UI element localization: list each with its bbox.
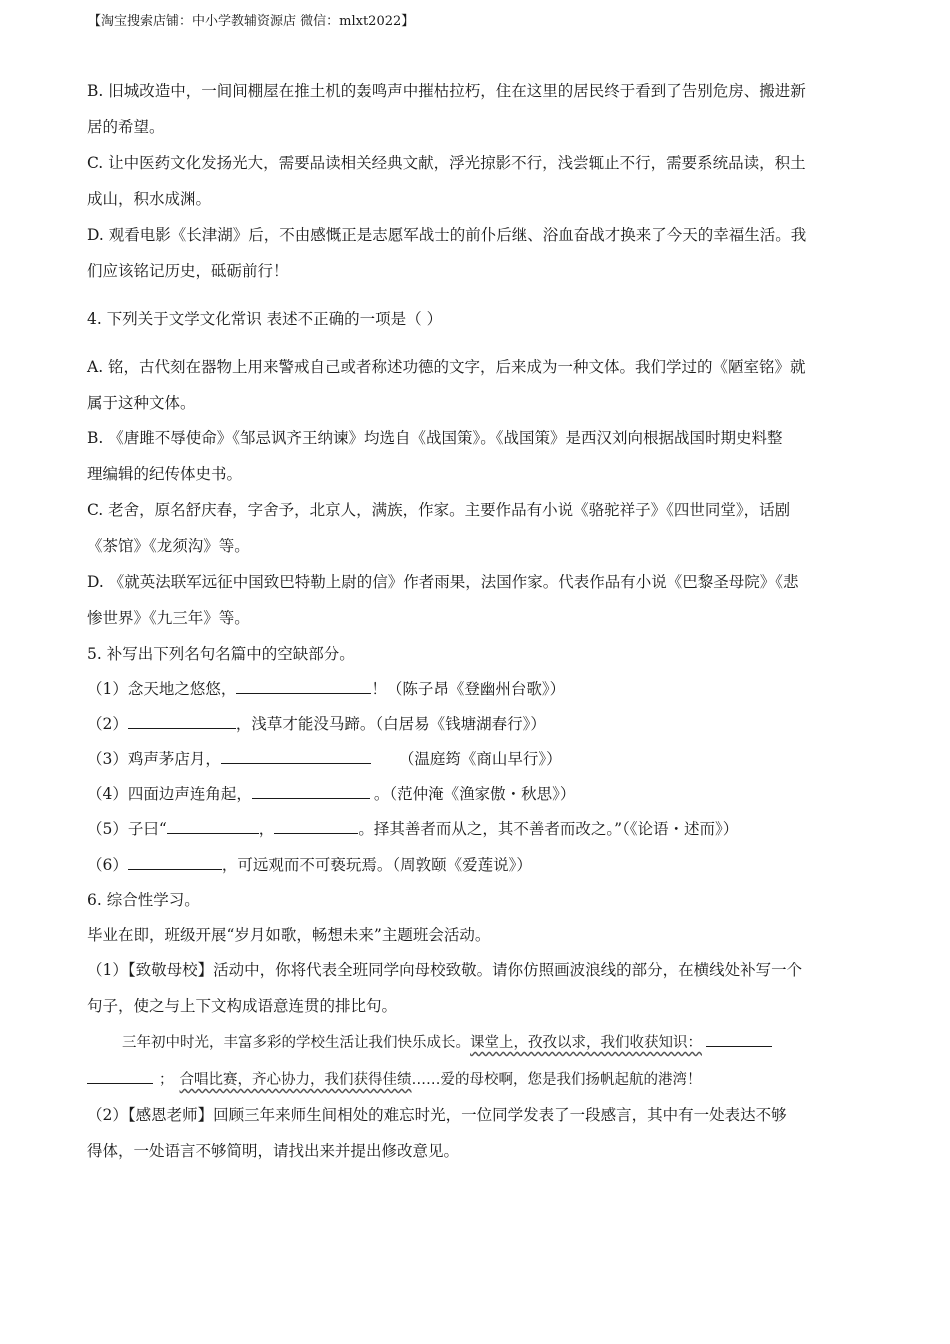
q5-item-5-comma: ， — [258, 820, 275, 838]
q6-quote-wavy-example: 课堂上，孜孜以求，我们收获知识： — [470, 1035, 702, 1051]
q3-option-b-line1: B. 旧城改造中，一间间棚屋在推土机的轰鸣声中摧枯拉朽，住在这里的居民终于看到了告别危房、搬进新 — [87, 82, 806, 100]
q4-option-a-line2: 属于这种文体。 — [87, 394, 196, 412]
q6-quote-blank-part1[interactable] — [706, 1032, 772, 1047]
q4-option-b-line2: 理编辑的纪传体史书。 — [87, 465, 243, 483]
q5-item-6 — [87, 855, 532, 875]
q3-option-d-line2: 们应该铭记历史，砥砺前行！ — [87, 262, 289, 280]
q5-item-6-source: ，可远观而不可亵玩焉。（周敦颐《爱莲说》） — [221, 856, 532, 874]
q5-item-4 — [87, 784, 575, 804]
q6-quote-line1 — [122, 1032, 772, 1053]
q4-option-d-line2: 惨世界》《九三年》等。 — [87, 609, 250, 627]
q5-item-3-source: （温庭筠《商山早行》） — [398, 750, 562, 768]
q5-item-2-text: （2） — [87, 715, 128, 733]
q6-quote-line2 — [87, 1069, 702, 1090]
q6-quote-semicolon: ； — [159, 1072, 174, 1088]
q5-item-6-blank[interactable] — [128, 855, 222, 870]
q4-option-c-line1: C. 老舍，原名舒庆春，字舍予，北京人，满族，作家。主要作品有小说《骆驼祥子》《四世同堂》，话剧 — [87, 501, 791, 519]
q5-stem: 5. 补写出下列名句名篇中的空缺部分。 — [87, 645, 355, 663]
q6-part1-line1: （1）【致敬母校】活动中，你将代表全班同学向母校致敬。请你仿照画波浪线的部分，在横线处补写一个 — [87, 961, 803, 979]
q5-item-2-source: ，浅草才能没马蹄。（白居易《钱塘湖春行》） — [235, 715, 546, 733]
q4-option-b-line1: B. 《唐雎不辱使命》《邹忌讽齐王纳谏》均选自《战国策》。《战国策》是西汉刘向根据战国时期史料整 — [87, 429, 783, 447]
q6-quote-wavy-second: 合唱比赛，齐心协力，我们获得佳绩 — [179, 1072, 412, 1088]
q5-item-2-blank[interactable] — [128, 714, 236, 729]
q5-item-2 — [87, 714, 546, 734]
q5-item-5-blank-1[interactable] — [167, 819, 259, 834]
q5-item-4-text: （4）四面边声连角起， — [87, 785, 252, 803]
q5-item-5-blank-2[interactable] — [274, 819, 358, 834]
q5-item-3-text: （3）鸡声茅店月， — [87, 750, 221, 768]
q5-item-1-source: ！（陈子昂《登幽州台歌》） — [371, 680, 566, 698]
q4-option-a-line1: A. 铭，古代刻在器物上用来警戒自己或者称述功德的文字，后来成为一种文体。我们学过的《陋室铭》就 — [87, 358, 806, 376]
q6-intro: 毕业在即，班级开展“岁月如歌，畅想未来”主题班会活动。 — [87, 926, 491, 944]
q5-item-6-text: （6） — [87, 856, 128, 874]
q6-part2-line1: （2）【感恩老师】回顾三年来师生间相处的难忘时光，一位同学发表了一段感言，其中有一处表达不够 — [87, 1106, 787, 1124]
q6-quote-blank-part2[interactable] — [87, 1069, 153, 1084]
q6-part1-line2: 句子，使之与上下文构成语意连贯的排比句。 — [87, 997, 398, 1015]
q4-stem: 4. 下列关于文学文化常识 表述不正确的一项是（ ） — [87, 310, 443, 328]
q4-option-c-line2: 《茶馆》《龙须沟》等。 — [87, 537, 250, 555]
q5-item-5-source: 。择其善者而从之，其不善者而改之。”（《论语・述而》） — [358, 820, 739, 838]
q3-option-b-line2: 居的希望。 — [87, 118, 165, 136]
q6-part2-line2: 得体，一处语言不够简明，请找出来并提出修改意见。 — [87, 1142, 460, 1160]
q6-quote-text: 三年初中时光，丰富多彩的学校生活让我们快乐成长。 — [122, 1035, 470, 1051]
q5-item-1-text: （1）念天地之悠悠， — [87, 680, 237, 698]
q5-item-4-blank[interactable] — [252, 784, 370, 799]
q5-item-4-source: 。（范仲淹《渔家傲・秋思》） — [373, 785, 576, 803]
q3-option-c-line1: C. 让中医药文化发扬光大，需要品读相关经典文献，浮光掠影不行，浅尝辄止不行，需要系统品读，积土 — [87, 154, 806, 172]
q3-option-c-line2: 成山，积水成渊。 — [87, 190, 212, 208]
q4-option-d-line1: D. 《就英法联军远征中国致巴特勒上尉的信》作者雨果，法国作家。代表作品有小说《巴黎圣母院》《悲 — [87, 573, 799, 591]
q5-item-5 — [87, 819, 738, 839]
q5-item-1 — [87, 679, 565, 699]
page-header: 【淘宝搜索店铺：中小学教辅资源店 微信：mlxt2022】 — [88, 14, 415, 29]
q6-stem: 6. 综合性学习。 — [87, 891, 200, 909]
q5-item-3 — [87, 749, 562, 769]
q5-item-5-text: （5）子曰“ — [87, 820, 167, 838]
q5-item-1-blank[interactable] — [236, 679, 371, 694]
q3-option-d-line1: D. 观看电影《长津湖》后，不由感慨正是志愿军战士的前仆后继、浴血奋战才换来了今天的幸福生活。我 — [87, 226, 807, 244]
q5-item-3-blank[interactable] — [221, 749, 371, 764]
q6-quote-ending: ……爱的母校啊，您是我们扬帆起航的港湾！ — [411, 1072, 702, 1088]
